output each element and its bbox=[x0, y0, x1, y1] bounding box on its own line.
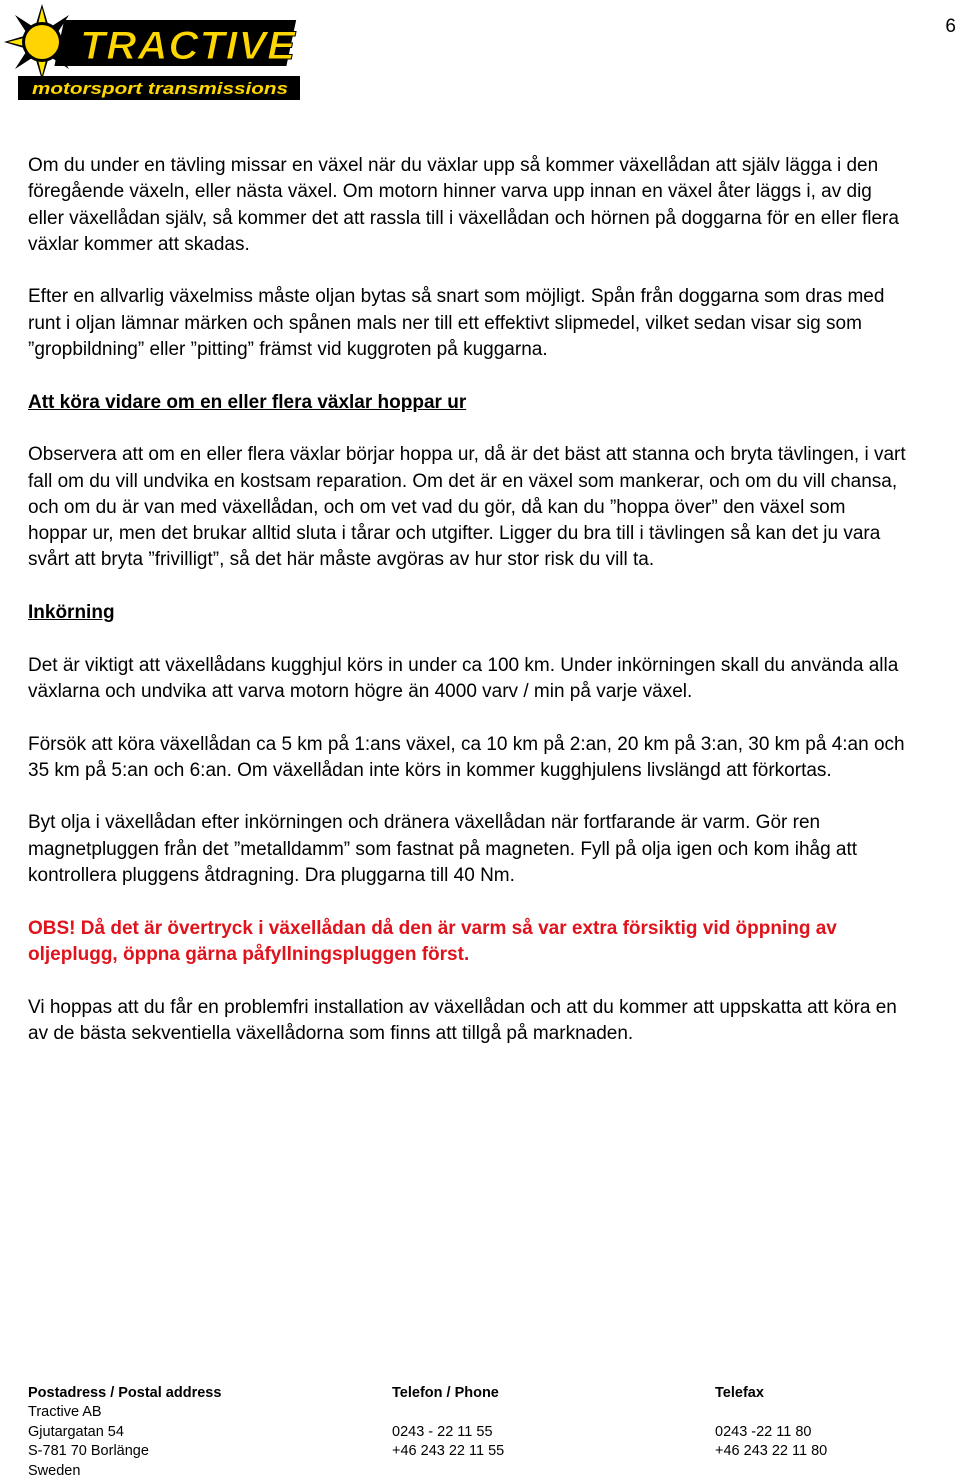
footer-fax-domestic: 0243 -22 11 80 bbox=[715, 1423, 812, 1440]
footer-phone bbox=[392, 1384, 504, 1462]
warning-note: OBS! Då det är övertryck i växellådan då den är varm så var extra försiktig vid öppning av oljeplugg, öppna gärna påfyllningspluggen först. bbox=[28, 917, 837, 965]
logo-tagline: motorsport transmissions bbox=[32, 79, 288, 98]
paragraph-gears-popping-out: Observera att om en eller flera växlar börjar hoppa ur, då är det bäst att stanna och bryta tävlingen, i vart fall om du vill undvika en kostsam reparation. Om det är en växel som mankerar, och om du vill chansa, och om du är van med växellådan, och om vet vad du gör, då kan du ”hoppa över” den växel som hoppar ur, men det brukar alltid sluta i tårar och utgifter. Ligger du bra till i tävlingen så kan det ju vara svårt att bryta ”frivilligt”, så det här måste avgöras av hur stor risk du vill ta. bbox=[28, 444, 906, 571]
paragraph-oil-drain: Byt olja i växellådan efter inkörningen och dränera växellådan när fortfarande är varm. Gör ren magnetpluggen från det ”metalldamm” som fastnat på magneten. Fyll på olja igen och kom ihåg att kontrollera pluggens åtdragning. Dra pluggarna till 40 Nm. bbox=[28, 812, 858, 887]
footer-phone-heading: Telefon / Phone bbox=[392, 1385, 499, 1401]
document-body bbox=[28, 153, 908, 1073]
footer-company: Tractive AB bbox=[28, 1404, 102, 1421]
paragraph-missed-shift: Om du under en tävling missar en växel när du växlar upp så kommer växellådan att själv lägga i den föregående växeln, eller nästa växel. Om motorn hinner varva upp innan en växel åter läggs i, av dig eller växellådan själv, så kommer det att rassla till i växellådan och hörnen på doggarna för en eller flera växlar kommer att skadas. bbox=[28, 155, 899, 255]
paragraph-break-in-intro: Det är viktigt att växellådans kugghjul körs in under ca 100 km. Under inkörningen skall du använda alla växlarna och undvika att varva motorn högre än 4000 varv / min på varje växel. bbox=[28, 654, 899, 702]
footer-phone-international: +46 243 22 11 55 bbox=[392, 1443, 505, 1460]
footer-address bbox=[28, 1384, 221, 1481]
footer-street: Gjutargatan 54 bbox=[28, 1423, 124, 1440]
paragraph-closing: Vi hoppas att du får en problemfri installation av växellådan och att du kommer att uppskatta att köra en av de bästa sekventiella växellådorna som finns att tillgå på marknaden. bbox=[28, 996, 897, 1044]
section-heading-break-in: Inkörning bbox=[28, 602, 115, 624]
paragraph-break-in-distances: Försök att köra växellådan ca 5 km på 1:ans växel, ca 10 km på 2:an, 20 km på 3:an, 30 km på 4:an och 35 km på 5:an och 6:an. Om växellådan inte körs in kommer kugghjulens livslängd att förkortas. bbox=[28, 733, 905, 781]
paragraph-oil-change: Efter en allvarlig växelmiss måste oljan bytas så snart som möjligt. Spån från doggarna som dras med runt i oljan lämnar märken och spånen mals ner till ett effektivt slipmedel, vilket sedan visar sig som ”gropbildning” eller ”pitting” främst vid kuggroten på kuggarna. bbox=[28, 286, 885, 361]
footer-country: Sweden bbox=[28, 1462, 81, 1479]
footer-fax bbox=[715, 1384, 827, 1462]
page-number: 6 bbox=[945, 16, 956, 37]
footer-city: S-781 70 Borlänge bbox=[28, 1443, 149, 1460]
tractive-logo bbox=[2, 2, 302, 102]
footer-phone-domestic: 0243 - 22 11 55 bbox=[392, 1423, 493, 1440]
footer-address-heading: Postadress / Postal address bbox=[28, 1385, 222, 1401]
section-heading-gears-popping-out: Att köra vidare om en eller flera växlar hoppar ur bbox=[28, 391, 467, 413]
logo-brand: TRACTIVE bbox=[80, 24, 297, 68]
footer-fax-heading: Telefax bbox=[715, 1385, 764, 1401]
footer-fax-international: +46 243 22 11 80 bbox=[715, 1443, 828, 1460]
